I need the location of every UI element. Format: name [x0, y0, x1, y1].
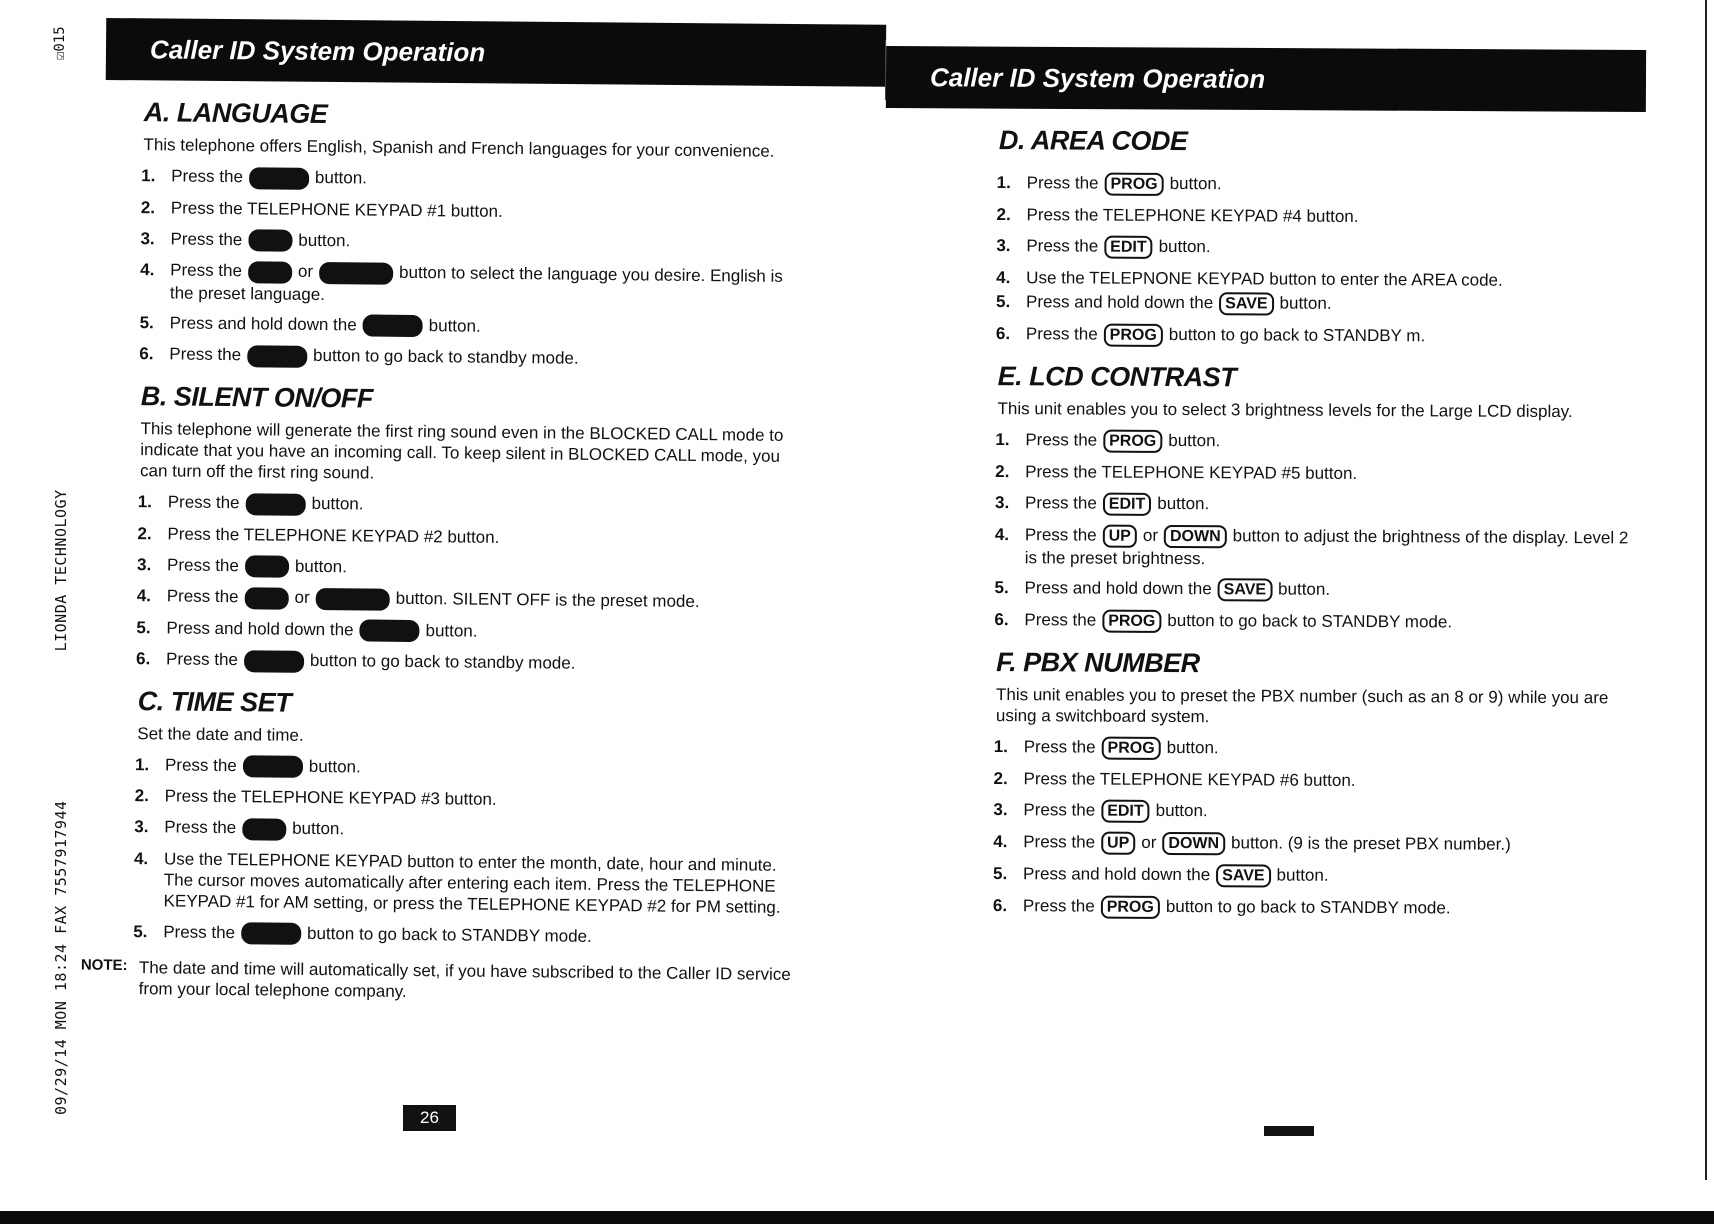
step-text: button.: [425, 620, 478, 641]
section-area-code: [984, 124, 1645, 349]
step-text: Press the: [1026, 172, 1099, 193]
step-number: 2.: [140, 197, 156, 217]
step-text: Press the TELEPHONE KEYPAD #5 button.: [1025, 461, 1358, 483]
step-text: Press the: [166, 586, 239, 607]
step: [129, 197, 809, 226]
step-text: or: [297, 261, 314, 281]
step-list: [127, 165, 809, 373]
note-text: The date and time will automatically set, if you have subscribed to the Caller ID service from your local telephone company.: [138, 958, 791, 1002]
right-page-banner: [886, 46, 1646, 112]
step-text: button.: [308, 756, 361, 777]
step-text: Press and hold down the: [166, 618, 354, 640]
step-text: button to go back to STANDBY mode.: [1165, 897, 1451, 918]
step-text: Press the TELEPHONE KEYPAD #2 button.: [167, 524, 500, 547]
section-title: B. SILENT ON/OFF: [140, 380, 374, 414]
right-column: [981, 124, 1645, 936]
edit-key: EDIT: [1103, 492, 1152, 515]
step-text: Press the: [1023, 800, 1096, 820]
button-icon: [241, 922, 301, 945]
step-number: 4.: [140, 260, 155, 280]
step-text: button.: [1155, 801, 1208, 821]
page-mark: [1264, 1126, 1314, 1136]
fax-header-line: [52, 489, 70, 1115]
fax-page-number: ☑015: [52, 26, 68, 60]
step-number: 1.: [995, 429, 1010, 449]
section-title: E. LCD CONTRAST: [997, 360, 1237, 393]
step-text: Press the: [1023, 737, 1096, 757]
section-intro: This unit enables you to preset the PBX number (such as an 8 or 9) while you are using a switchboard system.: [995, 684, 1609, 727]
step-number: 3.: [994, 492, 1010, 512]
step-text: button.: [1169, 173, 1222, 193]
step-text: button.: [1276, 865, 1329, 886]
step-number: 3.: [136, 554, 152, 575]
step-number: 1.: [134, 754, 150, 775]
step-text: button.: [1168, 430, 1221, 450]
step-text: button.: [314, 167, 368, 188]
step-text: button.: [428, 315, 481, 336]
step-text: button to select the language you desire. English is the preset language.: [169, 262, 783, 304]
button-icon: [245, 493, 305, 516]
button-icon: [248, 261, 292, 283]
step-text: Press the: [164, 755, 237, 776]
step-text: Use the TELEPNONE KEYPAD button to enter the AREA code.: [1026, 267, 1503, 290]
button-icon: [319, 262, 393, 285]
step-text: or: [1141, 833, 1157, 853]
step: [128, 228, 808, 258]
step: [984, 291, 1644, 317]
step: [123, 785, 803, 814]
step: [985, 172, 1645, 198]
section-time-set: [121, 685, 804, 950]
bottom-rule: [0, 1211, 1714, 1224]
step-number: 6.: [139, 344, 154, 364]
step-list: [982, 429, 1643, 636]
save-key: SAVE: [1219, 292, 1274, 315]
left-page-banner: [106, 18, 887, 87]
note: [81, 957, 801, 1007]
step-number: 3.: [993, 800, 1008, 820]
step: [983, 461, 1643, 486]
step: [981, 831, 1641, 857]
step-number: 3.: [134, 817, 149, 837]
step-number: 1.: [996, 172, 1011, 192]
step-number: 6.: [992, 896, 1008, 916]
step-text: Press the: [1023, 832, 1096, 852]
fax-margin: [22, 20, 70, 1115]
step-text: Press the: [1024, 610, 1097, 630]
step: [984, 267, 1644, 292]
step: [981, 895, 1641, 921]
step-text: button. SILENT OFF is the preset mode.: [395, 589, 700, 612]
step-text: button.: [311, 494, 364, 514]
step-number: 3.: [996, 235, 1011, 255]
step: [984, 204, 1644, 229]
step-text: Press the TELEPHONE KEYPAD #4 button.: [1026, 204, 1359, 226]
step: [983, 492, 1643, 518]
step-number: 2.: [993, 769, 1008, 789]
fax-header-text: 09/29/14 MON 18:24 FAX 7557917944: [52, 800, 70, 1115]
step: [128, 259, 808, 310]
step: [124, 648, 804, 678]
step-number: 4.: [136, 586, 152, 606]
step-number: 2.: [137, 523, 152, 544]
up-key: UP: [1101, 832, 1135, 855]
step-list: [981, 736, 1642, 921]
button-icon: [243, 756, 303, 779]
step: [983, 577, 1643, 603]
step: [121, 848, 802, 919]
step-text: button.: [292, 819, 345, 839]
step-number: 5.: [996, 291, 1011, 311]
step-number: 1.: [137, 492, 153, 512]
step-text: Use the TELEPHONE KEYPAD button to enter the month, date, hour and minute. The cursor moves automatically after entering each item. Press the TELEPHONE KEYPAD #1 for AM setting, or press the TELEPHONE KEYPAD #2 for PM setting.: [163, 849, 781, 918]
banner-title: Caller ID System Operation: [149, 33, 486, 67]
step-list: [984, 172, 1645, 349]
step-text: Press the: [169, 344, 242, 365]
step-text: button to go back to standby mode.: [313, 346, 579, 369]
step-number: 5.: [993, 864, 1008, 884]
button-icon: [359, 620, 419, 643]
button-icon: [242, 818, 286, 840]
section-lcd-contrast: [982, 360, 1643, 636]
banner-title: Caller ID System Operation: [929, 61, 1266, 94]
step-text: Press the TELEPHONE KEYPAD #3 button.: [164, 786, 497, 810]
button-icon: [248, 229, 292, 251]
step: [122, 816, 802, 846]
step-number: 5.: [133, 921, 148, 941]
step: [125, 554, 805, 584]
prog-key: PROG: [1101, 896, 1160, 919]
section-pbx-number: [981, 646, 1642, 922]
step-number: 2.: [996, 204, 1011, 224]
step-text: Press the: [163, 922, 236, 942]
step: [125, 585, 805, 615]
step-number: 2.: [134, 786, 149, 806]
step: [127, 343, 807, 373]
section-intro: This telephone will generate the first ring sound even in the BLOCKED CALL mode to indicate that you have an incoming call. To keep silent in BLOCKED CALL mode, you can turn off the first ring sound.: [139, 418, 784, 483]
step: [124, 617, 804, 647]
page-edge: [1705, 0, 1707, 1180]
step-text: button to go back to standby mode.: [309, 651, 576, 674]
step-number: 4.: [133, 849, 149, 869]
section-title: C. TIME SET: [137, 686, 292, 718]
step-text: Press the TELEPHONE KEYPAD #1 button.: [170, 197, 503, 221]
step: [123, 754, 803, 784]
step-number: 5.: [136, 617, 151, 638]
prog-key: PROG: [1102, 610, 1161, 633]
step-text: Press the: [1022, 896, 1095, 916]
step: [129, 165, 809, 195]
step: [125, 523, 805, 552]
step-number: 4.: [996, 267, 1011, 287]
button-icon: [245, 556, 289, 578]
step-number: 5.: [139, 312, 154, 333]
section-title: A. LANGUAGE: [143, 97, 328, 130]
prog-key: PROG: [1101, 737, 1160, 760]
prog-key: PROG: [1104, 172, 1163, 195]
step: [983, 429, 1643, 455]
section-title: F. PBX NUMBER: [996, 647, 1200, 679]
edit-key: EDIT: [1101, 800, 1150, 823]
step-text: or: [1142, 525, 1159, 545]
step: [984, 323, 1644, 349]
edit-key: EDIT: [1104, 235, 1153, 258]
step-text: button. (9 is the preset PBX number.): [1231, 833, 1511, 855]
step-number: 5.: [994, 578, 1009, 598]
step-text: button.: [1279, 293, 1332, 313]
prog-key: PROG: [1104, 323, 1163, 346]
step: [121, 921, 801, 951]
section-intro: This telephone offers English, Spanish and French languages for your convenience.: [143, 134, 775, 161]
step-text: Press the: [170, 228, 243, 249]
step-text: button to go back to STANDBY m.: [1168, 324, 1426, 346]
step-text: Press and hold down the: [1024, 578, 1212, 599]
section-intro: Set the date and time.: [137, 723, 304, 745]
step-text: button.: [1166, 738, 1219, 758]
step-number: 1.: [141, 166, 156, 186]
step: [981, 799, 1641, 825]
prog-key: PROG: [1103, 429, 1162, 452]
step-text: Press and hold down the: [1023, 864, 1211, 885]
section-title: D. AREA CODE: [998, 125, 1188, 157]
step-text: button to adjust the brightness of the display. Level 2 is the preset brightness.: [1024, 526, 1629, 568]
up-key: UP: [1103, 524, 1137, 547]
step-number: 6.: [994, 610, 1009, 630]
step-text: Press the: [1026, 235, 1099, 256]
step-text: Press the TELEPHONE KEYPAD #6 button.: [1023, 769, 1356, 791]
step-text: Press the: [166, 649, 239, 670]
step-number: 1.: [993, 737, 1008, 757]
step-text: button to go back to STANDBY mode.: [1167, 610, 1453, 632]
step-number: 4.: [994, 524, 1010, 544]
step-number: 2.: [995, 461, 1010, 481]
step-text: Press the: [164, 817, 237, 838]
down-key: DOWN: [1162, 832, 1225, 855]
step-number: 4.: [993, 832, 1008, 852]
button-icon: [363, 315, 423, 338]
step-text: or: [294, 588, 310, 608]
step-text: Press the: [1024, 524, 1097, 545]
step-text: button.: [298, 230, 351, 250]
step-text: button.: [294, 556, 347, 577]
step-text: Press the: [1025, 323, 1098, 344]
left-column: [80, 96, 810, 1007]
step-text: Press the: [1025, 429, 1098, 450]
step-text: Press the: [166, 555, 240, 576]
step-text: Press the: [171, 166, 244, 187]
step-text: Press the: [1024, 492, 1097, 513]
button-icon: [244, 650, 304, 673]
step-text: button.: [1157, 493, 1210, 513]
step: [982, 736, 1642, 762]
step: [982, 768, 1642, 793]
button-icon: [249, 167, 309, 190]
note-label: NOTE:: [80, 956, 128, 975]
step-text: button.: [1278, 579, 1331, 599]
step-number: 6.: [995, 323, 1011, 343]
button-icon: [247, 345, 307, 368]
page-number: 26: [403, 1105, 456, 1131]
step-text: Press and hold down the: [1026, 291, 1214, 312]
save-key: SAVE: [1216, 864, 1271, 887]
step-text: button to go back to STANDBY mode.: [306, 923, 592, 946]
button-icon: [244, 587, 288, 609]
section-language: [127, 96, 810, 373]
down-key: DOWN: [1164, 525, 1227, 548]
step-list: [121, 754, 803, 950]
button-icon: [316, 588, 390, 611]
fax-company: LIONDA TECHNOLOGY: [52, 489, 70, 652]
step: [984, 235, 1644, 261]
step: [126, 491, 806, 521]
step: [982, 609, 1642, 635]
section-silent: [124, 380, 807, 678]
save-key: SAVE: [1218, 578, 1273, 601]
step-text: Press the: [170, 260, 243, 281]
step-text: button.: [1158, 236, 1211, 256]
step-number: 6.: [136, 649, 151, 669]
step-text: Press the: [167, 492, 240, 513]
step-number: 3.: [140, 228, 155, 248]
step-list: [124, 491, 806, 678]
step-text: Press and hold down the: [169, 313, 357, 335]
step: [981, 863, 1641, 889]
step: [983, 524, 1643, 572]
step: [128, 312, 808, 342]
section-intro: This unit enables you to select 3 brightness levels for the Large LCD display.: [997, 398, 1573, 421]
